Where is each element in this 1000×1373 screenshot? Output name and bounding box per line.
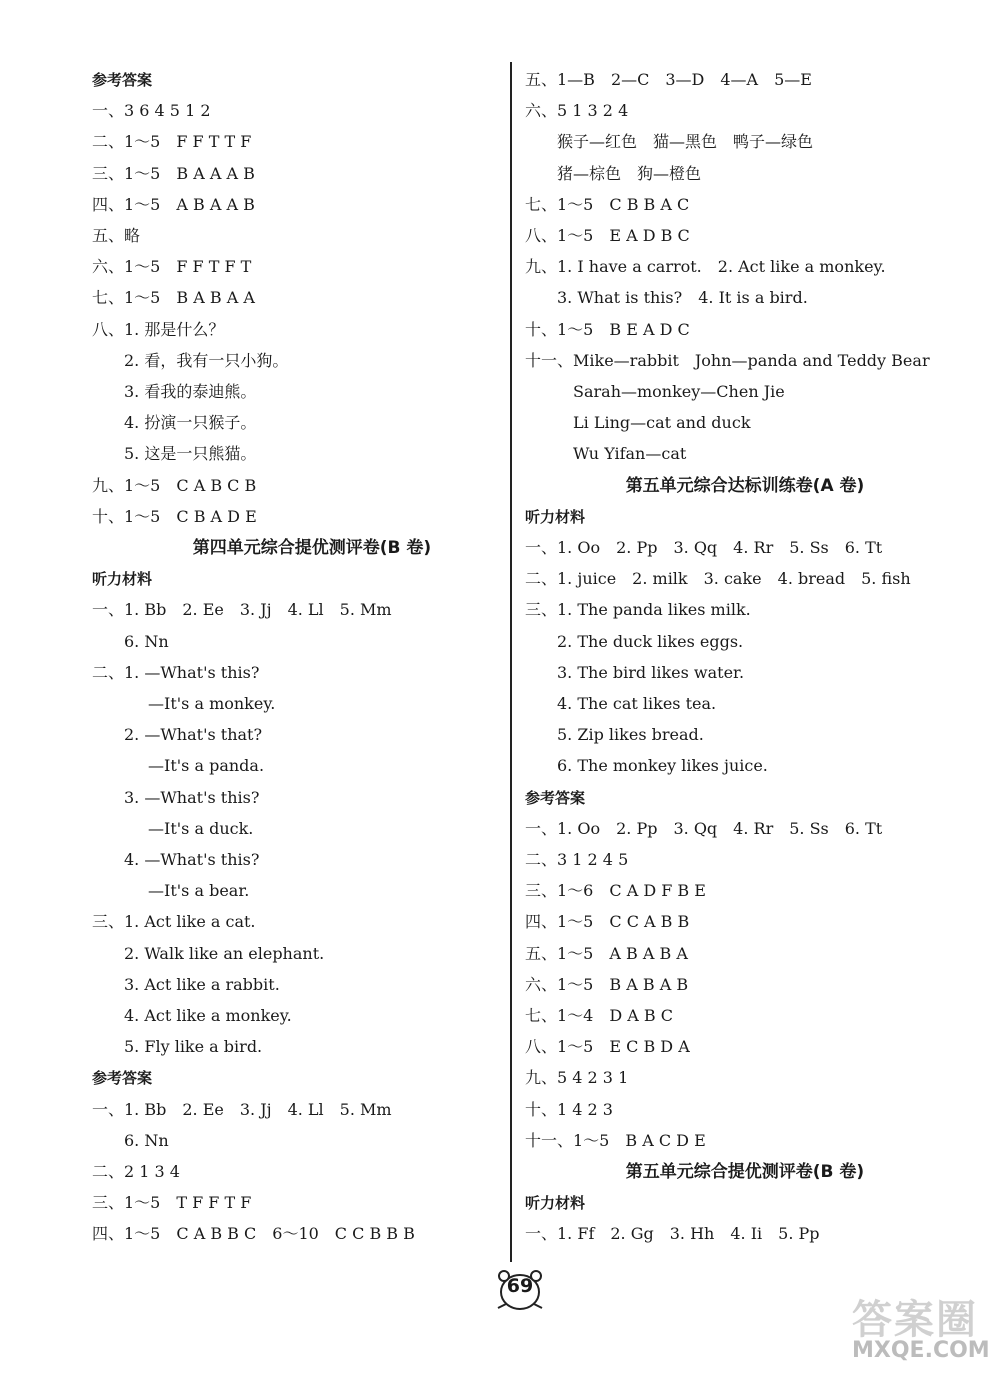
answer-line: 十一、1～5 B A C D E [525,1130,706,1150]
answer-line: 一、1. Bb 2. Ee 3. Jj 4. Ll 5. Mm [92,1099,392,1119]
answer-line: 三、1. The panda likes milk. [525,600,751,620]
answer-line: 4. 扮演一只猴子。 [124,413,257,433]
answer-line: —It's a bear. [148,881,250,901]
answer-line: 十一、Mike—rabbit John—panda and Teddy Bear [525,350,930,370]
answer-line: Li Ling—cat and duck [573,413,751,433]
subsection-heading: 听力材料 [92,570,153,589]
answer-line: 3. 看我的泰迪熊。 [124,382,257,401]
answer-line: 二、1. juice 2. milk 3. cake 4. bread 5. fish [525,569,911,589]
subsection-heading: 听力材料 [525,507,586,526]
page-number: 69 [506,1275,534,1297]
answer-line: 二、1. —What's this? [92,662,260,682]
answer-line: 一、1. Oo 2. Pp 3. Qq 4. Rr 5. Ss 6. Tt [525,538,883,557]
watermark-url: MXQE.COM [852,1338,990,1363]
answer-line: 四、1～5 C C A B B [525,912,690,932]
answer-line: 4. Act like a monkey. [124,1006,292,1025]
answer-line: 二、3 1 2 4 5 [525,850,629,869]
answer-line: Wu Yifan—cat [573,444,687,464]
section-title: 第五单元综合达标训练卷(A 卷) [625,475,865,496]
answer-line: 2. —What's that? [124,725,263,745]
answer-line: 4. —What's this? [124,850,260,869]
answer-line: 一、1. Bb 2. Ee 3. Jj 4. Ll 5. Mm [92,600,392,620]
answer-line: 九、1. I have a carrot. 2. Act like a monkey. [525,257,886,277]
answer-line: 四、1～5 A B A A B [92,194,255,214]
answer-line: Sarah—monkey—Chen Jie [573,382,785,401]
answer-line: 3. —What's this? [124,787,260,807]
subsection-heading: 听力材料 [525,1194,586,1213]
answer-line: 猴子—红色 猫—黑色 鸭子—绿色 [557,132,814,152]
answer-line: 3. What is this? 4. It is a bird. [557,288,808,308]
watermark-logo: 答案圈 [852,1297,978,1343]
answer-line: 3. The bird likes water. [557,662,745,682]
answer-line: 三、1～5 B A A A B [92,163,255,183]
answer-line: 5. 这是一只熊猫。 [124,444,257,464]
answer-line: 三、1～6 C A D F B E [525,881,706,901]
answer-line: 5. Fly like a bird. [124,1037,263,1057]
answer-line: 三、1～5 T F F T F [92,1193,252,1213]
answer-line: 九、1～5 C A B C B [92,475,257,495]
answer-line: 一、1. Oo 2. Pp 3. Qq 4. Rr 5. Ss 6. Tt [525,818,883,838]
answer-line: 八、1～5 E A D B C [525,226,690,245]
answer-line: 6. The monkey likes juice. [557,756,768,776]
subsection-heading: 参考答案 [92,71,153,89]
subsection-heading: 参考答案 [525,788,586,807]
answer-line: 一、1. Ff 2. Gg 3. Hh 4. Ii 5. Pp [525,1224,820,1244]
section-title: 第五单元综合提优测评卷(B 卷) [625,1162,865,1182]
answer-line: 5. Zip likes bread. [557,725,704,745]
section-title: 第四单元综合提优测评卷(B 卷) [192,538,432,558]
answer-line: —It's a duck. [148,818,254,838]
answer-line: 九、5 4 2 3 1 [525,1068,629,1088]
answer-line: 五、1—B 2—C 3—D 4—A 5—E [525,70,812,89]
answer-line: 五、略 [92,226,141,245]
subsection-heading: 参考答案 [92,1069,153,1088]
answer-line: 3. Act like a rabbit. [124,974,280,994]
answer-line: 2. 看，我有一只小狗。 [124,350,289,370]
answer-line: 二、1～5 F F T T F [92,132,252,152]
answer-line: 八、1～5 E C B D A [525,1037,690,1057]
answer-line: 猪—棕色 狗—橙色 [557,163,702,183]
answer-line: 十、1 4 2 3 [525,1099,613,1119]
answer-line: 十、1～5 C B A D E [92,506,257,526]
answer-line: 六、5 1 3 2 4 [525,101,629,121]
answer-line: —It's a panda. [148,756,265,776]
answer-line: 三、1. Act like a cat. [92,912,256,932]
answer-line: 6. Nn [124,1130,169,1150]
answer-line: 四、1～5 C A B B C 6～10 C C B B B [92,1224,415,1244]
answer-line: —It's a monkey. [148,694,276,713]
answer-line: 六、1～5 F F T F T [92,257,252,277]
answer-line: 六、1～5 B A B A B [525,974,689,994]
answer-line: 七、1～4 D A B C [525,1006,674,1025]
answer-line: 2. Walk like an elephant. [124,943,325,963]
page-number-badge [490,1268,550,1312]
answer-line: 十、1～5 B E A D C [525,319,690,339]
answer-line: 二、2 1 3 4 [92,1162,180,1181]
column-divider [510,62,512,1262]
answer-line: 七、1～5 C B B A C [525,194,690,214]
answer-line: 6. Nn [124,631,169,651]
answer-line: 2. The duck likes eggs. [557,631,744,651]
answer-line: 七、1～5 B A B A A [92,288,255,308]
answer-line: 八、1. 那是什么？ [92,319,225,339]
answer-line: 一、3 6 4 5 1 2 [92,101,211,121]
answer-line: 4. The cat likes tea. [557,694,717,713]
answer-line: 五、1～5 A B A B A [525,943,688,963]
